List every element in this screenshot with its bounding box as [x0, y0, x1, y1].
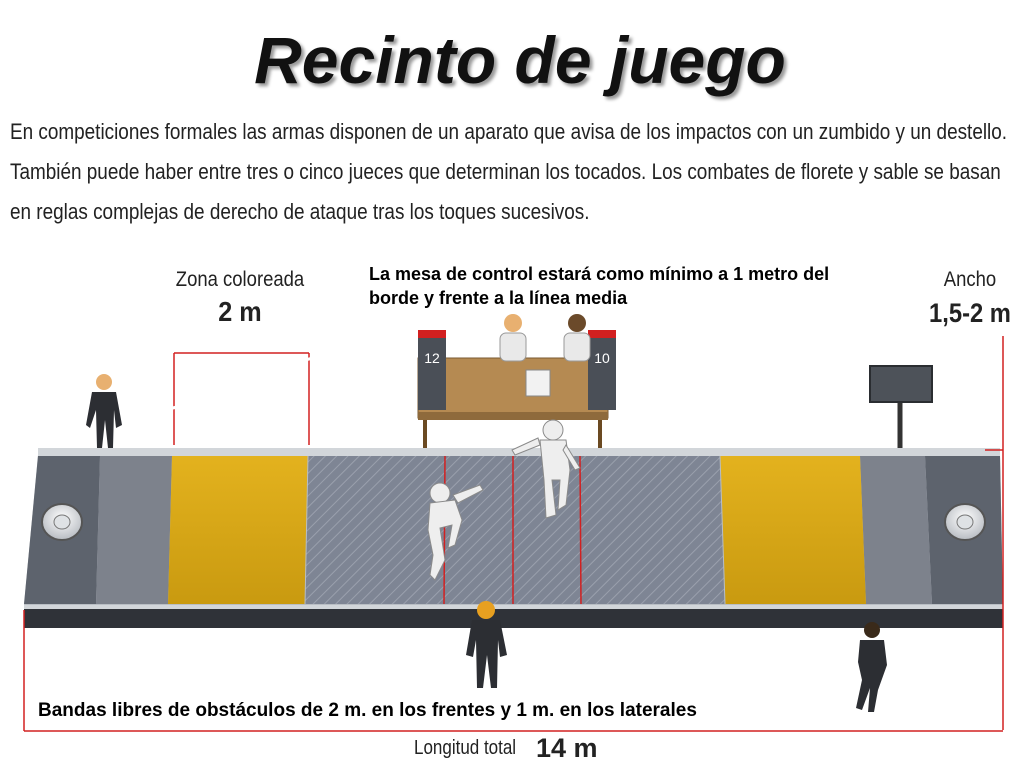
bandas-libres-note: Bandas libres de obstáculos de 2 m. en los frentes y 1 m. en los laterales	[38, 700, 697, 721]
ancho-value: 1,5-2 m	[929, 298, 1011, 328]
center-mesh	[305, 456, 725, 604]
control-table	[418, 314, 616, 450]
zona-coloreada-value: 2 m	[218, 296, 262, 327]
scoreboard-left: 12	[424, 350, 440, 366]
longitud-total-title: Longitud total	[414, 737, 517, 759]
page-title: Recinto de juego	[254, 23, 786, 97]
longitud-total-label	[414, 733, 614, 763]
scoring-monitor	[870, 366, 932, 450]
official-right	[856, 622, 887, 712]
ancho-label: Ancho	[943, 268, 997, 291]
mesa-control-note: La mesa de control estará como mínimo a 1 metro del borde y frente a la línea media	[369, 264, 830, 308]
cable-reel-left	[42, 504, 82, 540]
piste	[24, 448, 1003, 628]
intro-text: En competiciones formales las armas disponen de un aparato que avisa de los impactos con un zumbido y un destello. También puede haber entre tres o cinco jueces que determinan los tocados. Los combates de florete y sable se basan en reglas complejas de derecho de ataque tras los toques sucesivos.	[10, 119, 1008, 224]
cable-reel-right	[945, 504, 985, 540]
zona-coloreada-right	[720, 456, 866, 604]
referee-left	[86, 374, 122, 448]
zona-coloreada-label: Zona coloreada	[175, 268, 305, 291]
longitud-total-value: 14 m	[536, 733, 598, 763]
scoreboard-right: 10	[594, 350, 610, 366]
zona-coloreada-left	[168, 456, 308, 604]
